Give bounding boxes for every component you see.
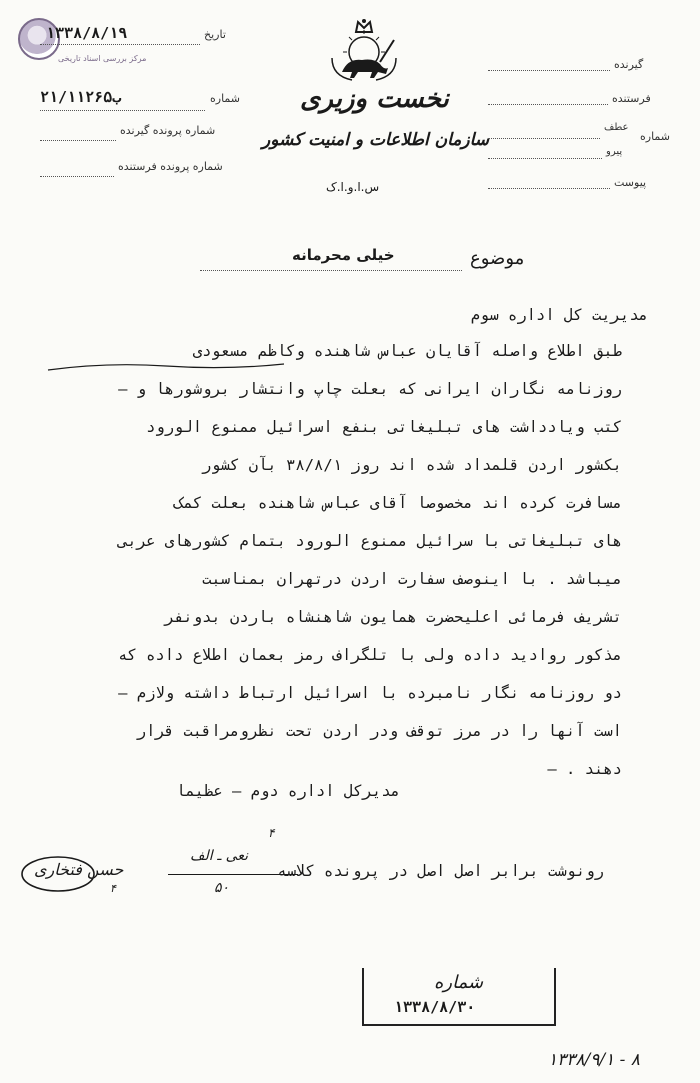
ref-number-sub-bottom: پیرو: [606, 146, 623, 157]
body-line-6: های تبلیغاتی با سرائیل ممنوع الورود بتمام کشورهای عربی: [118, 532, 622, 550]
handwritten-class: نعی ـ الف: [190, 848, 248, 864]
body-line-4: بکشور اردن قلمداد شده اند روز ۳۸/۸/۱ بآن کشور: [202, 456, 622, 474]
body-line-2: روزنامه نگاران ایرانی که بعلت چاپ وانتشار بروشورها و —: [118, 380, 622, 398]
org-code: س.ا.و.ا.ک: [326, 180, 380, 194]
ref-top-dotted-line: [488, 138, 600, 139]
class-fraction-line: [168, 874, 298, 875]
signoff: مدیرکل اداره دوم — عظیما: [176, 782, 400, 800]
sender-file-dotted-line: [40, 176, 114, 177]
body-line-12: دهند . —: [547, 760, 622, 778]
handwritten-num: ۵۰: [214, 880, 230, 896]
org-subtitle: سازمان اطلاعات و امنیت کشور: [262, 130, 490, 150]
handwritten-underline: [46, 360, 286, 374]
body-line-5: مسافرت کرده اند مخصوصا آقای عباس شاهنده بعلت کمک: [174, 494, 622, 512]
recipient-label: گیرنده: [614, 58, 644, 71]
body-line-7: میباشد . با اینوصف سفارت اردن درتهران بمناسبت: [202, 570, 622, 588]
subject-value: خیلی محرمانه: [292, 246, 395, 264]
recipient-dotted-line: [488, 70, 610, 71]
copy-note: رونوشت برابر اصل اصل در پرونده کلاسه: [277, 862, 604, 880]
body-line-8: تشریف فرمائی اعلیحضرت همایون شاهنشاه باردن بدونفر: [164, 608, 622, 626]
body-line-11: است آنها را در مرز توقف ودر اردن تحت نظرومراقبت قرار: [136, 722, 622, 740]
corner-note: ۱۳۳۸/۹/۱ - ۸: [548, 1050, 640, 1070]
date-value: ۱۳۳۸/۸/۱۹: [46, 24, 128, 42]
addressee: مدیریت کل اداره سوم: [470, 306, 648, 324]
watermark-text: مرکز بررسی اسناد تاریخی: [58, 54, 147, 63]
number-label: شماره: [210, 92, 241, 105]
body-line-9: مذکور روادید داده ولی با تلگراف رمز بعمان اطلاع داده که: [118, 646, 622, 664]
body-line-1: طبق اطلاع واصله آقایان عباس شاهنده وکاظم مسعودی: [192, 342, 622, 360]
number-dotted-line: [40, 110, 205, 111]
ref-bottom-dotted-line: [488, 158, 602, 159]
registry-stamp: [362, 968, 556, 1026]
ref-number-label: شماره: [640, 130, 671, 143]
sender-dotted-line: [488, 104, 608, 105]
recipient-file-dotted-line: [40, 140, 116, 141]
lion-and-sun-crown-emblem-icon: [318, 18, 410, 82]
ref-number-sub-top: عطف: [604, 122, 629, 133]
body-line-3: کتب ویادداشت های تبلیغاتی بنفع اسرائیل ممنوع الورود: [146, 418, 622, 436]
attachment-dotted-line: [488, 188, 610, 189]
subject-label: موضوع: [470, 248, 525, 269]
date-dotted-line: [40, 44, 200, 45]
sender-label: فرستنده: [612, 92, 651, 105]
org-title: نخست وزیری: [300, 84, 449, 114]
body-line-10: دو روزنامه نگار نامبرده با اسرائیل ارتباط داشته ولازم —: [118, 684, 622, 702]
attachment-label: پیوست: [614, 176, 647, 189]
signature-mark: ۴: [110, 882, 116, 895]
subject-dotted-line: [200, 270, 462, 271]
stamp-line-2: ۱۳۳۸/۸/۳۰: [394, 998, 476, 1016]
recipient-file-label: شماره پرونده گیرنده: [120, 124, 216, 137]
number-value: ۲ب۱/۱۱۲۶۵: [40, 88, 122, 106]
date-label: تاریخ: [204, 28, 226, 41]
handwritten-top: ۴: [268, 826, 275, 840]
signature: حسن فتخاری: [34, 860, 124, 879]
sender-file-label: شماره پرونده فرستنده: [118, 160, 223, 173]
stamp-line-1: شماره: [434, 972, 484, 993]
